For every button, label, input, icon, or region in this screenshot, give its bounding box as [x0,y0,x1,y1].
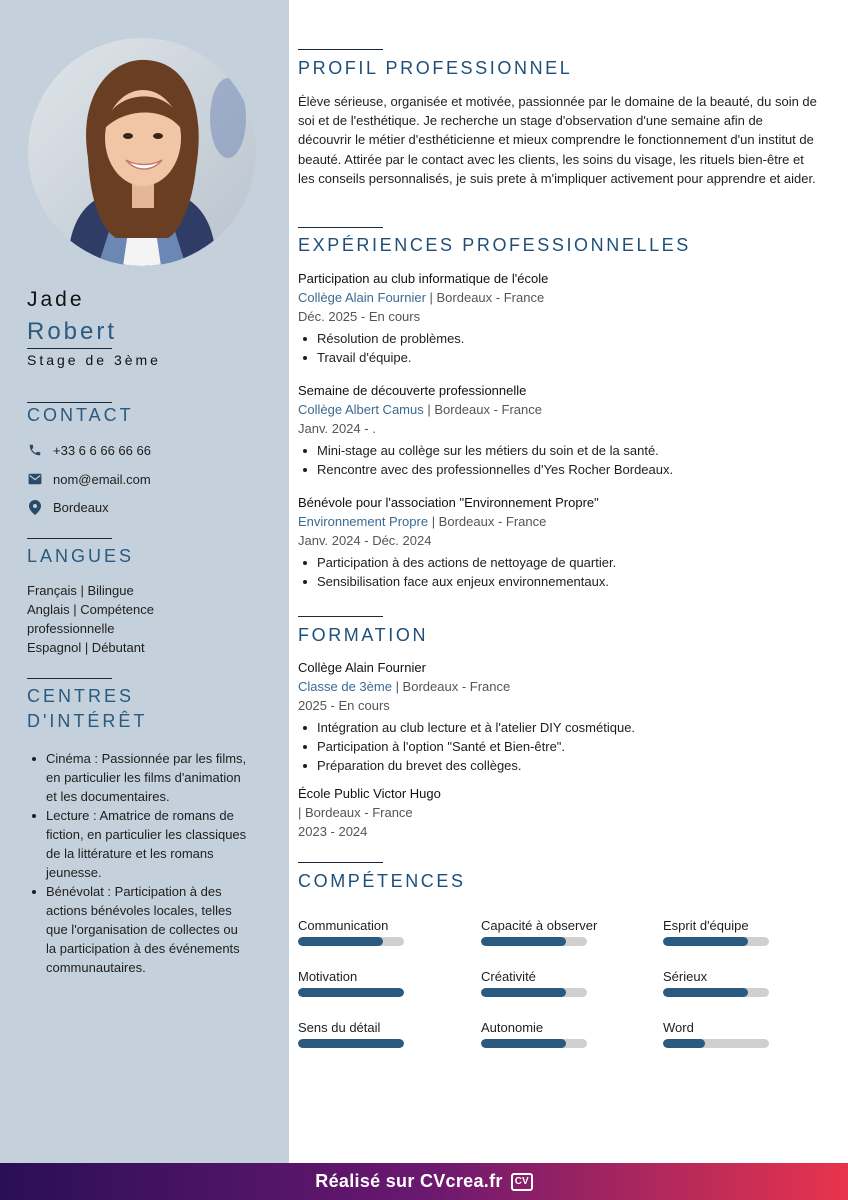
entry-subtitle [298,400,818,419]
entry-title: Participation au club informatique de l'école [298,271,549,286]
divider [27,538,112,539]
skill-level-bar [663,1039,769,1048]
location-text: Bordeaux [53,499,109,515]
skill-level-fill [481,1039,566,1048]
first-name: Jade [27,288,85,311]
entry-subtitle: | Bordeaux - France [298,805,413,820]
language-item: Français | Bilingue [27,583,134,598]
skill-item [298,1019,448,1048]
entry-title: Semaine de découverte professionnelle [298,383,527,398]
skill-item [663,1019,813,1048]
entry-bullet: Résolution de problèmes. [298,329,818,348]
education-entry [298,658,818,775]
skill-level-bar [663,988,769,997]
entry-bullet: Mini-stage au collège sur les métiers du soin et de la santé. [298,441,818,460]
entry-title: Collège Alain Fournier [298,660,426,675]
education-entry [298,784,818,841]
skill-label: Autonomie [481,1020,544,1035]
language-item: Anglais | Compétence professionnelle [27,602,154,636]
interest-item: Bénévolat : Participation à des actions bénévoles locales, telles que l'organisation de collectes ou la participation à des événements communautaires. [27,882,247,977]
entry-title: Bénévole pour l'association "Environnement Propre" [298,495,599,510]
entry-bullet: Participation à l'option "Santé et Bien-être". [298,737,818,756]
skill-level-bar [481,937,587,946]
skill-item [298,917,448,946]
footer-banner[interactable] [0,1163,848,1200]
skill-label: Esprit d'équipe [663,918,749,933]
skill-level-fill [298,937,383,946]
experience-entry [298,269,818,367]
interests-list [27,749,247,977]
job-subtitle: Stage de 3ème [27,352,161,368]
skill-item [481,1019,631,1048]
skill-level-fill [663,937,748,946]
phone-text: +33 6 6 66 66 66 [53,442,151,458]
entry-subtitle [298,288,818,307]
sidebar [0,0,289,1163]
entry-place: | Bordeaux - France [428,514,547,529]
divider [298,862,383,863]
skill-level-bar [298,1039,404,1048]
skill-level-bar [298,937,404,946]
summary-heading: PROFIL PROFESSIONNEL [298,58,573,78]
entry-bullet: Préparation du brevet des collèges. [298,756,818,775]
skill-label: Word [663,1020,694,1035]
divider [298,49,383,50]
entry-date: Janv. 2024 - . [298,421,376,436]
entry-date: Janv. 2024 - Déc. 2024 [298,533,432,548]
skill-level-fill [298,1039,404,1048]
last-name: Robert [27,318,118,345]
skill-item [481,968,631,997]
location-pin-icon [27,499,43,515]
language-item: Espagnol | Débutant [27,640,145,655]
footer-text[interactable]: Réalisé sur CVcrea.fr [315,1171,503,1191]
entry-date: 2025 - En cours [298,698,390,713]
interest-item: Cinéma : Passionnée par les films, en particulier les films d'animation et les documentaires. [27,749,247,806]
skill-level-fill [663,1039,705,1048]
contact-heading: CONTACT [27,405,134,425]
cvcrea-logo-icon: CV [511,1173,533,1191]
experience-heading: EXPÉRIENCES PROFESSIONNELLES [298,235,691,255]
skill-item [481,917,631,946]
divider [27,678,112,679]
entry-date: Déc. 2025 - En cours [298,309,421,324]
entry-org: Collège Albert Camus [298,402,424,417]
entry-bullet: Travail d'équipe. [298,348,818,367]
skill-item [298,968,448,997]
skill-item [663,917,813,946]
entry-org: Collège Alain Fournier [298,290,426,305]
interests-heading-line: D'INTÉRÊT [27,711,148,731]
experience-entry [298,493,818,591]
skill-label: Sérieux [663,969,708,984]
entry-subtitle [298,512,818,531]
skill-level-bar [663,937,769,946]
languages-heading: LANGUES [27,546,135,566]
skill-level-fill [481,937,566,946]
summary-text: Élève sérieuse, organisée et motivée, passionnée par le domaine de la beauté, du soin de soi et de l'esthétique. Je recherche un stage d'observation d'une semaine afin de découvrir le métier d'esthéticienne et mieux comprendre le fonctionnement d'un institut de beauté. Attirée par le contact avec les clients, les soins du visage, les rituels bien-être et les conseils personnalisés, je suis prete à m'impliquer activement pour apprendre et aider. [298,94,817,186]
entry-place: | Bordeaux - France [423,402,542,417]
entry-title: École Public Victor Hugo [298,786,441,801]
profile-photo [28,38,256,266]
skill-label: Créativité [481,969,536,984]
skills-heading: COMPÉTENCES [298,871,466,891]
entry-bullet: Participation à des actions de nettoyage de quartier. [298,553,818,572]
interests-heading-line: CENTRES [27,686,135,706]
skill-level-bar [298,988,404,997]
divider [298,227,383,228]
languages-list [27,581,227,657]
experience-entry [298,381,818,479]
interest-item: Lecture : Amatrice de romans de fiction, en particulier les classiques de la littérature et les romans jeunesse. [27,806,247,882]
entry-place: | Bordeaux - France [425,290,545,305]
divider [298,616,383,617]
entry-bullet: Rencontre avec des professionnelles d'Yes Rocher Bordeaux. [298,460,818,479]
divider [27,348,112,349]
skill-item [663,968,813,997]
entry-org: Environnement Propre [298,514,429,529]
skill-level-bar [481,1039,587,1048]
entry-bullet: Sensibilisation face aux enjeux environnementaux. [298,572,818,591]
skill-level-bar [481,988,587,997]
skill-level-fill [663,988,748,997]
entry-bullet: Intégration au club lecture et à l'atelier DIY cosmétique. [298,718,818,737]
email-text: nom@email.com [53,471,151,487]
entry-date: 2023 - 2024 [298,824,368,839]
interests-heading [27,684,147,734]
entry-org: Classe de 3ème [298,679,392,694]
phone-icon [27,442,43,458]
entry-subtitle [298,677,818,696]
skill-label: Sens du détail [298,1020,381,1035]
entry-place: | Bordeaux - France [391,679,511,694]
skill-label: Communication [298,918,389,933]
email-icon [27,471,43,487]
education-heading: FORMATION [298,625,429,645]
contact-phone[interactable] [27,440,151,460]
skill-label: Capacité à observer [481,918,598,933]
skill-label: Motivation [298,969,358,984]
contact-email[interactable] [27,469,151,489]
contact-location [27,497,109,517]
skill-level-fill [481,988,566,997]
skill-level-fill [298,988,404,997]
